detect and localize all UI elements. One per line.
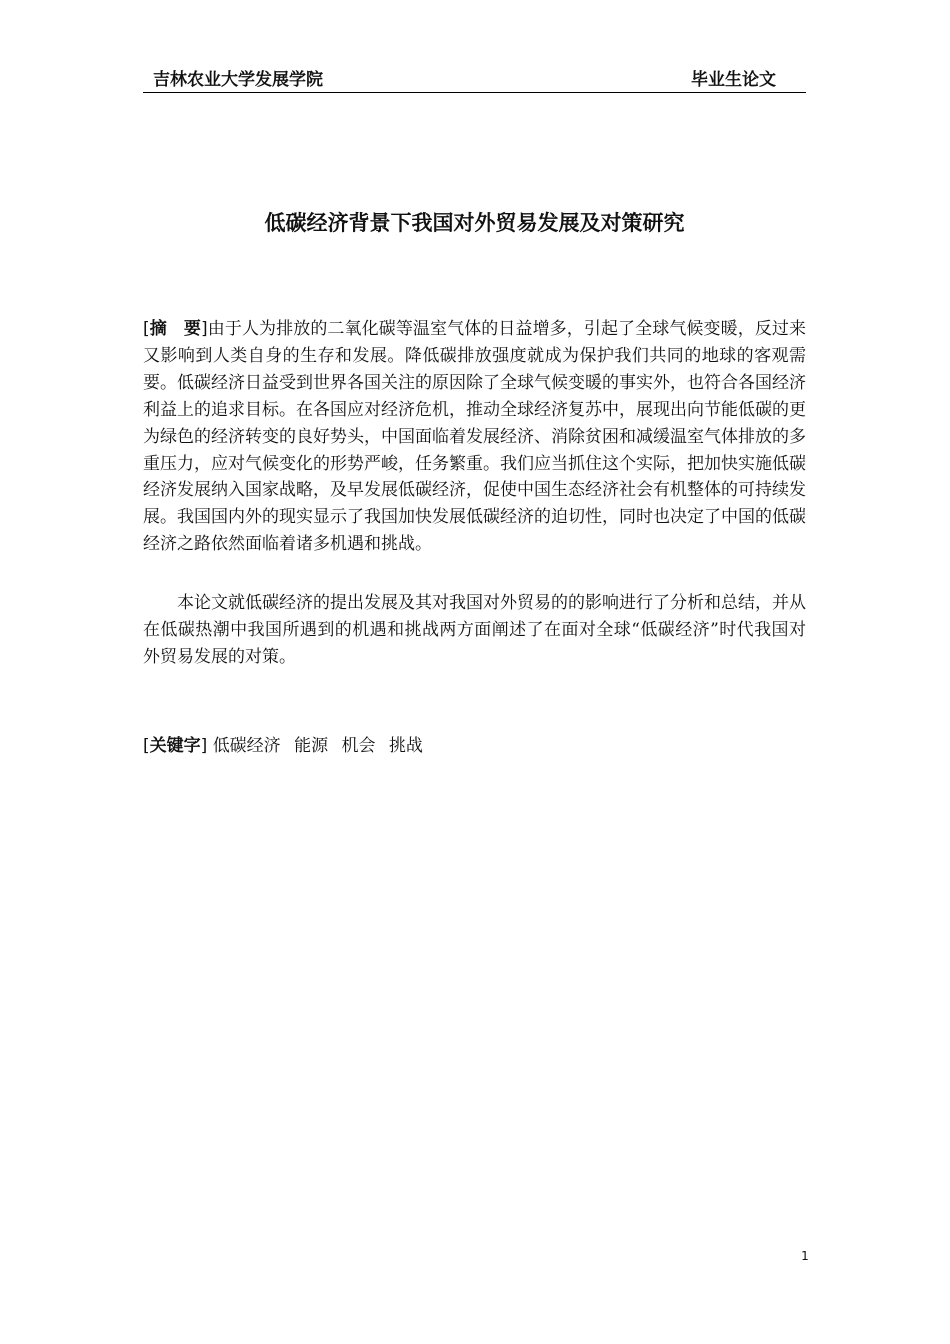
keyword-item: 挑战 [388,736,423,756]
keyword-item: 低碳经济 [212,736,281,756]
header-doc-type: 毕业生论文 [691,70,776,90]
header-institution: 吉林农业大学发展学院 [153,70,323,90]
keyword-item: 能源 [294,736,329,756]
abstract-paragraph [143,316,806,558]
abstract-label-text: 摘 要 [149,319,202,339]
paper-title: 低碳经济背景下我国对外贸易发展及对策研究 [264,211,685,235]
keywords-label [143,736,207,756]
abstract-close-bracket: ] [201,319,208,339]
keywords-open-bracket: [ [143,736,150,756]
keywords-line [143,733,806,759]
keywords-label-text: 关键字 [149,736,201,756]
body-paragraph: 本论文就低碳经济的提出发展及其对我国对外贸易的的影响进行了分析和总结，并从在低碳热潮中我国所遇到的机遇和挑战两方面阐述了在面对全球“低碳经济”时代我国对外贸易发展的对策。 [143,593,806,667]
page-header [143,68,806,93]
keywords-close-bracket: ] [200,736,208,756]
abstract-text: 由于人为排放的二氧化碳等温室气体的日益增多，引起了全球气候变暖，反过来又影响到人类自身的生存和发展。降低碳排放强度就成为保护我们共同的地球的客观需要。低碳经济日益受到世界各国关注的原因除了全球气候变暖的事实外，也符合各国经济利益上的追求目标。在各国应对经济危机，推动全球经济复苏中，展现出向节能低碳的更为绿色的经济转变的良好势头，中国面临着发展经济、消除贫困和减缓温室气体排放的多重压力，应对气候变化的形势严峻，任务繁重。我们应当抓住这个实际，把加快实施低碳经济发展纳入国家战略，及早发展低碳经济，促使中国生态经济社会有机整体的可持续发展。我国国内外的现实显示了我国加快发展低碳经济的迫切性，同时也决定了中国的低碳经济之路依然面临着诸多机遇和挑战。 [143,319,807,555]
abstract-open-bracket: [ [143,319,150,339]
page-number: 1 [801,1249,809,1263]
keyword-item: 机会 [341,736,376,756]
abstract-label [143,319,208,339]
